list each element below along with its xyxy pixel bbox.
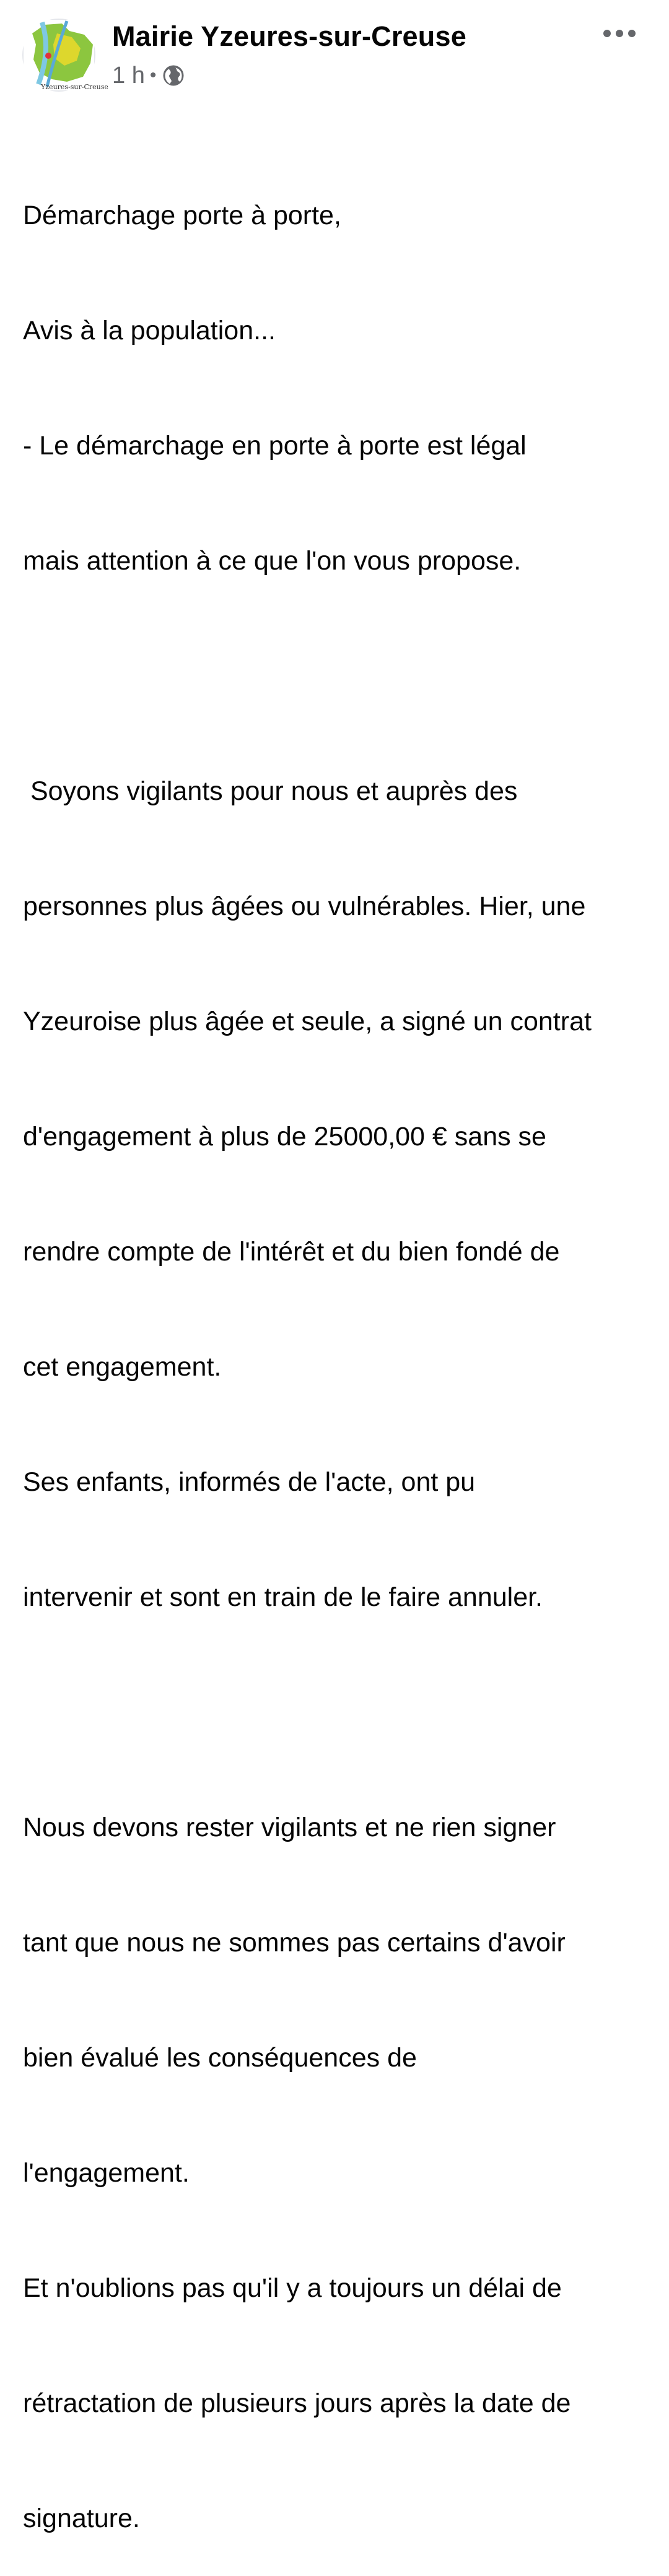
post-line: intervenir et sont en train de le faire annuler. <box>23 1582 543 1612</box>
post-line: personnes plus âgées ou vulnérables. Hier, une <box>23 891 586 921</box>
meta-separator: • <box>149 65 157 85</box>
post-line: tant que nous ne sommes pas certains d'avoir <box>23 1928 566 1958</box>
post-line: mais attention à ce que l'on vous propose. <box>23 546 522 576</box>
post-timestamp[interactable]: 1 h <box>112 62 145 89</box>
post-meta <box>112 62 185 89</box>
mairie-logo-icon <box>24 20 108 91</box>
post-line: Et n'oublions pas qu'il y a toujours un délai de <box>23 2273 562 2303</box>
post-line: rétractation de plusieurs jours après la date de <box>23 2388 571 2418</box>
paragraph-gap <box>23 1693 655 1732</box>
post-line: Démarchage porte à porte, <box>23 201 341 230</box>
post-line: Yzeuroise plus âgée et seule, a signé un contrat <box>23 1007 592 1036</box>
more-dot-icon <box>628 30 636 37</box>
post-line: Ses enfants, informés de l'acte, ont pu <box>23 1467 476 1497</box>
post-line: l'engagement. <box>23 2158 190 2188</box>
more-dot-icon <box>603 30 611 37</box>
post-line: bien évalué les conséquences de <box>23 2043 417 2073</box>
more-options-button[interactable] <box>603 26 636 41</box>
post-line: Nous devons rester vigilants et ne rien signer <box>23 1813 556 1842</box>
post-line: rendre compte de l'intérêt et du bien fondé de <box>23 1237 560 1267</box>
post-line: Soyons vigilants pour nous et auprès des <box>23 776 518 806</box>
post-line: d'engagement à plus de 25000,00 € sans se <box>23 1122 546 1151</box>
globe-icon[interactable] <box>162 64 185 87</box>
post-line: Avis à la population... <box>23 316 276 345</box>
post-line: - Le démarchage en porte à porte est légal <box>23 431 527 461</box>
logo-text: Yzeures-sur-Creuse <box>41 83 108 91</box>
page-name[interactable]: Mairie Yzeures-sur-Creuse <box>112 20 466 52</box>
post-header <box>0 0 669 105</box>
post-text <box>23 119 655 2576</box>
page-avatar[interactable] <box>22 19 108 92</box>
post-line: signature. <box>23 2504 140 2533</box>
more-dot-icon <box>616 30 623 37</box>
post-line: cet engagement. <box>23 1352 222 1382</box>
paragraph-gap <box>23 657 655 695</box>
